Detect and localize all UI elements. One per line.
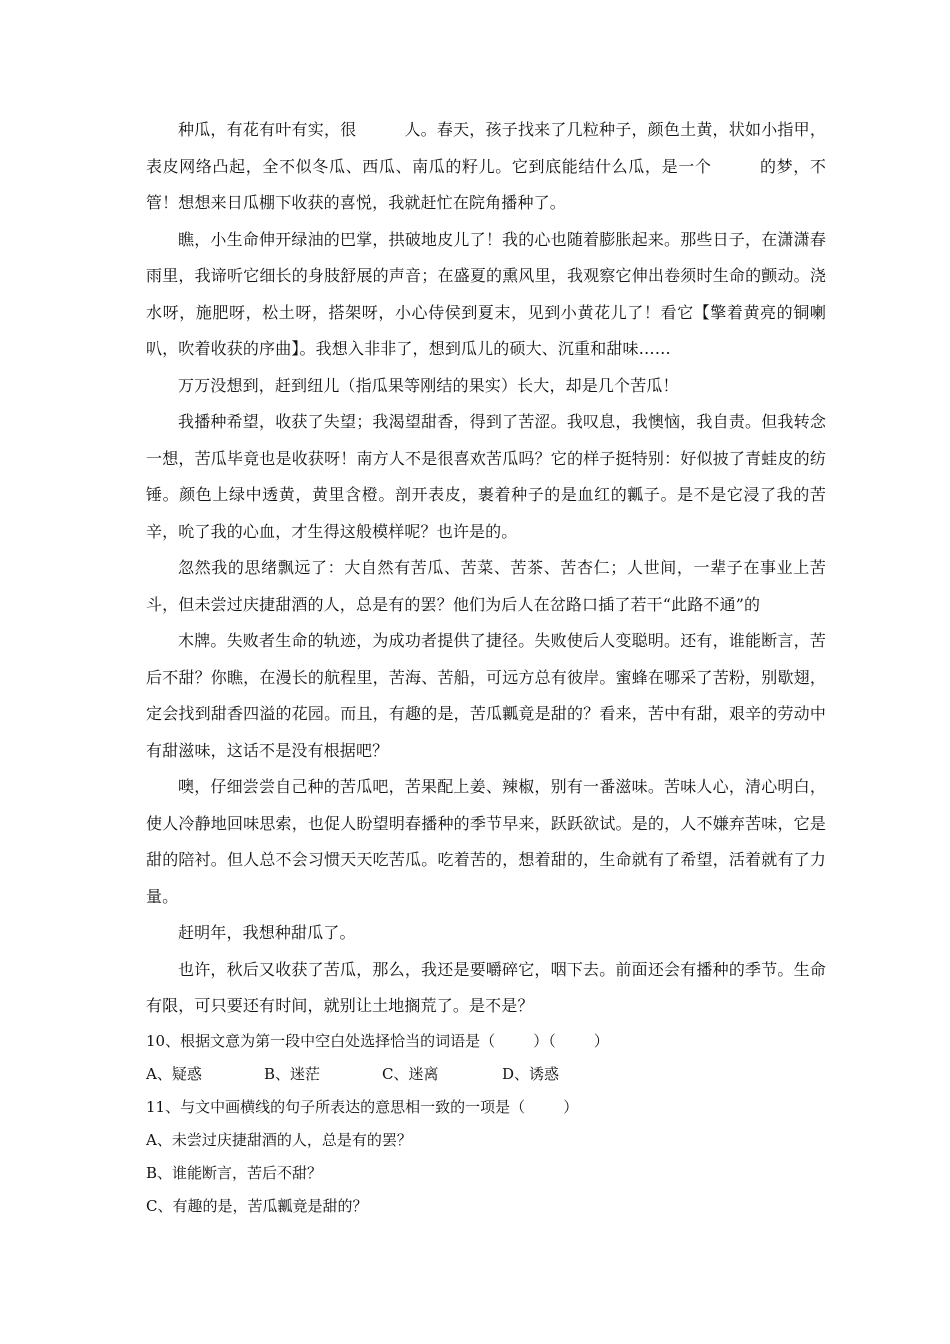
question-10-option-c: C、迷离	[382, 1064, 439, 1083]
paragraph-5: 忽然我的思绪飘远了：大自然有苦瓜、苦菜、苦茶、苦杏仁；人世间，一辈子在事业上苦斗，但未尝过庆捷甜酒的人，总是有的罢？他们为后人在岔路口插了若干“此路不通”的	[146, 558, 826, 614]
paragraph-1-part-c: 的梦，不管！想想来日瓜棚下收获的喜悦，我就赶忙在院角播种了。	[146, 156, 826, 212]
paragraph-1-part-b: 人。春天，孩子找来了几粒种子，颜色土黄，状如小指甲，表皮网络凸起，全不似冬瓜、西瓜、南瓜的籽儿。它到底能结什么瓜，是一个	[146, 120, 826, 176]
document-page	[146, 112, 826, 1223]
paragraph-1-part-a: 种瓜，有花有叶有实，很	[178, 120, 357, 139]
paragraph-6: 木牌。失败者生命的轨迹，为成功者提供了捷径。失败使后人变聪明。还有，谁能断言，苦后不甜？你瞧，在漫长的航程里，苦海、苦船，可远方总有彼岸。蜜蜂在哪采了苦粉，别歇翅，定会找到甜香四溢的花园。而且，有趣的是，苦瓜瓤竟是甜的？看来，苦中有甜，艰辛的劳动中有甜滋味，这话不是没有根据吧？	[146, 631, 826, 760]
paragraph-1	[146, 112, 826, 222]
paragraph-3: 万万没想到，赶到纽儿（指瓜果等刚结的果实）长大，却是几个苦瓜！	[178, 375, 679, 395]
question-11-option-b: B、谁能断言，苦后不甜？	[146, 1163, 323, 1182]
question-11: 11、与文中画横线的句子所表达的意思相一致的一项是（ ）	[146, 1097, 579, 1116]
paragraph-4: 我播种希望，收获了失望；我渴望甜香，得到了苦涩。我叹息，我懊恼，我自责。但我转念一想，苦瓜毕竟也是收获呀！南方人不是很喜欢苦瓜吗？它的样子挺特别：好似披了青蛙皮的纺锤。颜色上绿中透黄，黄里含橙。剖开表皮，裹着种子的是血红的瓤子。是不是它浸了我的苦辛，吮了我的心血，才生得这般模样呢？也许是的。	[146, 412, 826, 541]
paragraph-7: 噢，仔细尝尝自己种的苦瓜吧，苦果配上姜、辣椒，别有一番滋味。苦味人心，清心明白，使人冷静地回味思索，也促人盼望明春播种的季节早来，跃跃欲试。是的，人不嫌弃苦味，它是甜的陪衬。但人总不会习惯天天吃苦瓜。吃着苦的，想着甜的，生命就有了希望，活着就有了力量。	[146, 777, 826, 906]
question-10-options	[146, 1058, 826, 1091]
question-10-option-a: A、疑惑	[146, 1064, 202, 1083]
question-11-option-a: A、未尝过庆捷甜酒的人，总是有的罢？	[146, 1130, 412, 1149]
question-10-option-b: B、迷茫	[264, 1064, 321, 1083]
paragraph-8: 赶明年，我想种甜瓜了。	[178, 923, 356, 942]
question-11-option-c: C、有趣的是，苦瓜瓤竟是甜的？	[146, 1196, 368, 1215]
paragraph-2: 瞧，小生命伸开绿油的巴掌，拱破地皮儿了！我的心也随着膨胀起来。那些日子，在潇潇春雨里，我谛听它细长的身肢舒展的声音；在盛夏的熏风里，我观察它伸出卷须时生命的颤动。浇水呀，施肥呀，松土呀，搭架呀，小心侍侯到夏末，见到小黄花儿了！看它【擎着黄亮的铜喇叭，吹着收获的序曲】。我想入非非了，想到瓜儿的硕大、沉重和甜味……	[146, 229, 826, 358]
question-10-option-d: D、诱惑	[502, 1064, 560, 1083]
question-10: 10、根据文意为第一段中空白处选择恰当的词语是（ ）（ ）	[146, 1031, 609, 1050]
paragraph-9: 也许，秋后又收获了苦瓜，那么，我还是要嚼碎它，咽下去。前面还会有播种的季节。生命有限，可只要还有时间，就别让土地搁荒了。是不是？	[146, 959, 826, 1015]
